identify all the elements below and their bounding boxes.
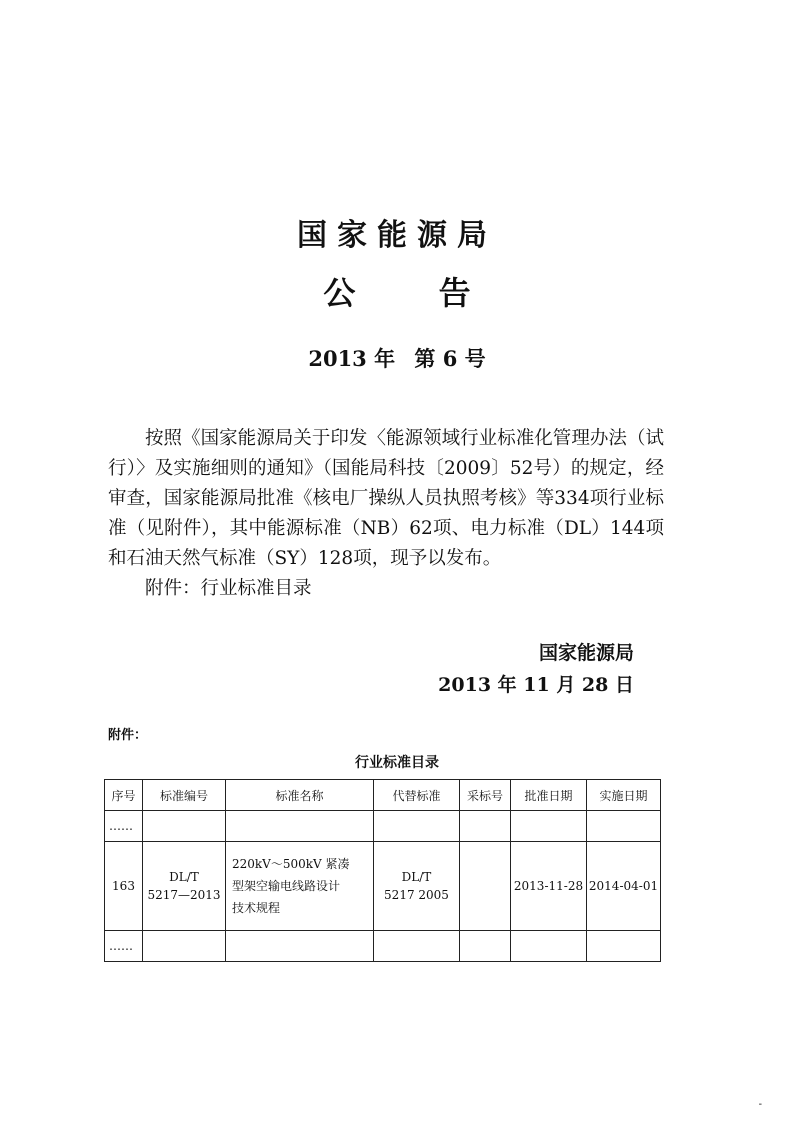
header-effective-date: 实施日期 (587, 780, 661, 811)
signature-date: 2013 年 11 月 28 日 (438, 674, 634, 696)
header-replace: 代替标准 (374, 780, 460, 811)
announcement-body (108, 424, 664, 574)
row-replace (374, 842, 460, 931)
header-code: 标准编号 (143, 780, 226, 811)
row-effective-date: 2014-04-01 (587, 842, 661, 931)
appendix-label: 附件： (108, 728, 148, 743)
header-name: 标准名称 (226, 780, 374, 811)
body-paragraph: 按照《国家能源局关于印发〈能源领域行业标准化管理办法（试行）〉及实施细则的通知》（国能局科技〔2009〕52号）的规定，经审查，国家能源局批准《核电厂操纵人员执照考核》等334项行业标准（见附件），其中能源标准（NB）62项、电力标准（DL）144项和石油天然气标准（SY）128项，现予以发布。 (108, 428, 664, 569)
row-adopt (460, 842, 511, 931)
announcement-number (0, 343, 794, 373)
row-replace-line: 5217 2005 (384, 888, 449, 902)
row-replace-line: DL/T (401, 870, 432, 884)
issuer-heading: 国家能源局 (297, 218, 497, 253)
header-approve-date: 批准日期 (511, 780, 587, 811)
ellipsis-cell: …… (105, 811, 143, 842)
appendix-table-title: 行业标准目录 (355, 755, 439, 771)
row-code-line: DL/T (169, 870, 199, 884)
header-adopt: 采标号 (460, 780, 511, 811)
row-approve-date: 2013-11-28 (511, 842, 587, 931)
signature-block (438, 637, 634, 701)
row-code-line: 5217—2013 (147, 888, 221, 902)
row-seq: 163 (105, 842, 143, 931)
header-seq: 序号 (105, 780, 143, 811)
announcement-issue: 第 6 号 (414, 346, 486, 371)
row-name (226, 842, 374, 931)
row-name-line: 技术规程 (232, 901, 281, 915)
table-header-row (105, 780, 661, 811)
announcement-year: 2013 年 (308, 346, 396, 371)
table-row-ellipsis (105, 811, 661, 842)
page-mark: - (758, 1099, 762, 1110)
table-row (105, 842, 661, 931)
signature-org: 国家能源局 (538, 642, 634, 664)
table-row-ellipsis (105, 931, 661, 962)
standards-table (104, 779, 661, 962)
attachment-reference: 附件：行业标准目录 (145, 578, 312, 599)
announcement-title: 公 告 (323, 274, 507, 312)
row-code (143, 842, 226, 931)
row-name-line: 型架空输电线路设计 (232, 879, 341, 893)
ellipsis-cell: …… (105, 931, 143, 962)
row-name-line: 220kV～500kV 紧凑 (232, 857, 350, 871)
